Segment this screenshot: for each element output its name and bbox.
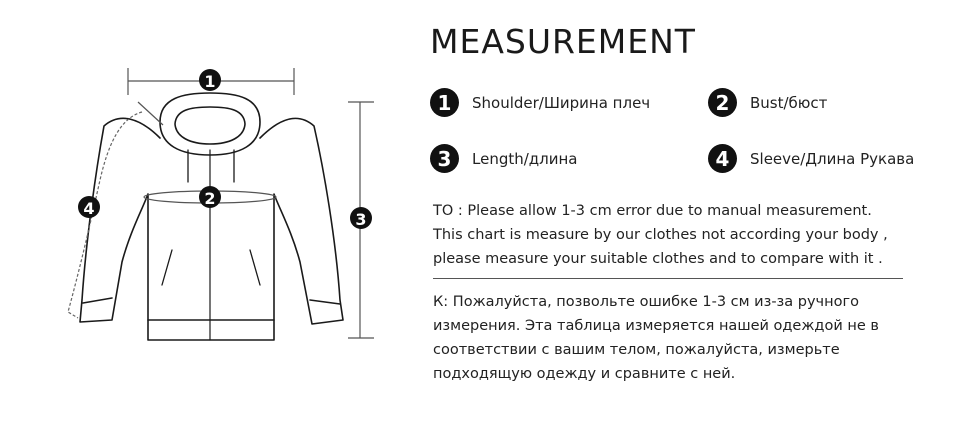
note-line: К: Пожалуйста, позвольте ошибке 1-3 см из-за ручного (433, 294, 859, 310)
note-line: соответствии с вашим телом, пожалуйста, измерьте (433, 342, 840, 358)
note-line: This chart is measure by our clothes not according your body , (433, 227, 888, 243)
hoodie-body (80, 118, 343, 340)
page-title: MEASUREMENT (430, 22, 696, 61)
legend-item-bust (708, 88, 827, 117)
note-line: TO : Please allow 1-3 cm error due to manual measurement. (433, 203, 872, 219)
note-line: please measure your suitable clothes and to compare with it . (433, 251, 883, 267)
legend-label: Bust/бюст (750, 93, 828, 112)
divider (433, 278, 903, 279)
note-line: измерения. Эта таблица измеряется нашей одеждой не в (433, 318, 879, 334)
svg-text:1: 1 (204, 72, 216, 91)
marker-3 (350, 207, 372, 229)
svg-text:2: 2 (204, 189, 216, 208)
legend-number: 4 (708, 144, 737, 173)
legend-number: 3 (430, 144, 459, 173)
legend-item-shoulder (430, 88, 650, 117)
left-cuff (83, 298, 112, 303)
svg-text:3: 3 (355, 210, 367, 229)
shoulder-pointer (138, 102, 163, 125)
legend-label: Shoulder/Ширина плеч (472, 93, 651, 112)
legend-item-sleeve (708, 144, 914, 173)
note-line: подходящую одежду и сравните с ней. (433, 366, 736, 382)
legend-item-length (430, 144, 578, 173)
legend-label: Length/длина (472, 149, 578, 168)
note-russian (433, 290, 879, 386)
marker-4 (78, 196, 100, 218)
svg-text:4: 4 (83, 199, 95, 218)
right-cuff (310, 300, 340, 304)
marker-2 (199, 186, 221, 208)
legend-number: 1 (430, 88, 459, 117)
hood-inner (175, 107, 245, 144)
legend-number: 2 (708, 88, 737, 117)
pocket-left (162, 250, 172, 285)
note-english (433, 199, 888, 271)
hoodie-diagram (0, 0, 420, 448)
legend-label: Sleeve/Длина Рукава (750, 149, 915, 168)
pocket-right (250, 250, 260, 285)
marker-1 (199, 69, 221, 91)
sleeve-line (68, 112, 142, 318)
